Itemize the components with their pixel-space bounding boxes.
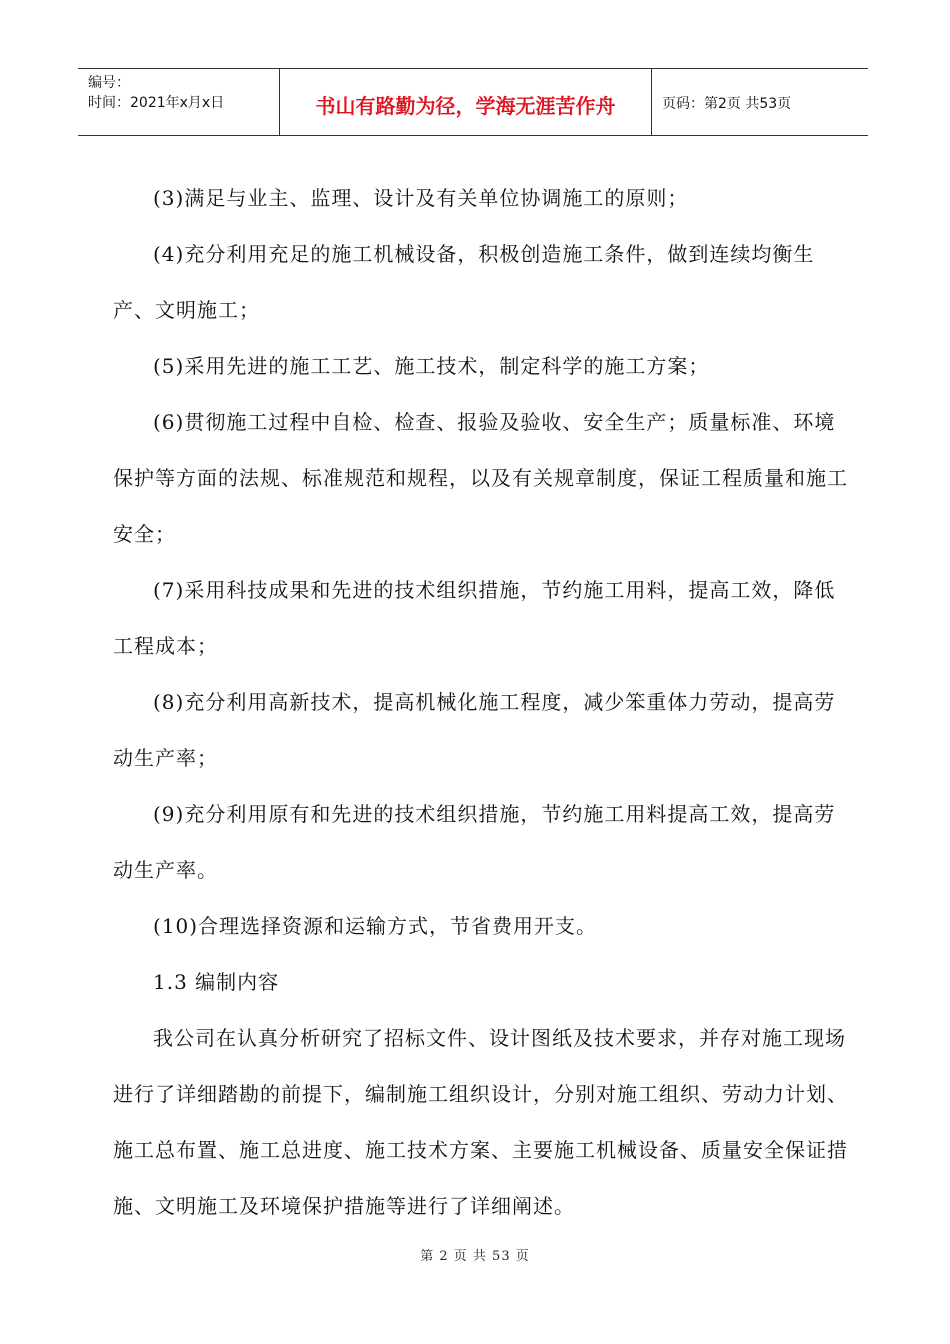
header-meta	[78, 69, 280, 135]
paragraph-item-7: (7)采用科技成果和先进的技术组织措施，节约施工用料，提高工效，降低工程成本；	[113, 578, 836, 658]
paragraph-item-3: (3)满足与业主、监理、设计及有关单位协调施工的原则；	[153, 186, 689, 210]
paragraph-item-5: (5)采用先进的施工工艺、施工技术，制定科学的施工方案；	[153, 354, 710, 378]
document-number-label: 编号：	[88, 75, 130, 91]
paragraph-item-8: (8)充分利用高新技术，提高机械化施工程度，减少笨重体力劳动，提高劳动生产率；	[113, 690, 836, 770]
paragraph-item-9: (9)充分利用原有和先进的技术组织措施，节约施工用料提高工效，提高劳动生产率。	[113, 802, 836, 882]
page-footer: 第 2 页 共 53 页	[420, 1249, 530, 1264]
paragraph-item-6: (6)贯彻施工过程中自检、检查、报验及验收、安全生产；质量标准、环境保护等方面的法规、标准规范和规程，以及有关规章制度，保证工程质量和施工安全；	[113, 410, 848, 546]
section-heading-1-3: 1.3 编制内容	[153, 970, 280, 994]
document-date: 时间：2021年x月x日	[88, 95, 225, 111]
paragraph-compilation-content: 我公司在认真分析研究了招标文件、设计图纸及技术要求，并存对施工现场进行了详细踏勘的前提下，编制施工组织设计，分别对施工组织、劳动力计划、施工总布置、施工总进度、施工技术方案、主要施工机械设备、质量安全保证措施、文明施工及环境保护措施等进行了详细阐述。	[113, 1026, 848, 1218]
paragraph-item-10: (10)合理选择资源和运输方式，节省费用开支。	[153, 914, 598, 938]
paragraph-item-4: (4)充分利用充足的施工机械设备，积极创造施工条件，做到连续均衡生产、文明施工；	[113, 242, 815, 322]
header-motto: 书山有路勤为径，学海无涯苦作舟	[280, 69, 652, 135]
page-header	[78, 68, 868, 136]
document-body	[113, 170, 853, 1234]
header-page-info: 页码：第2页 共53页	[662, 96, 792, 112]
